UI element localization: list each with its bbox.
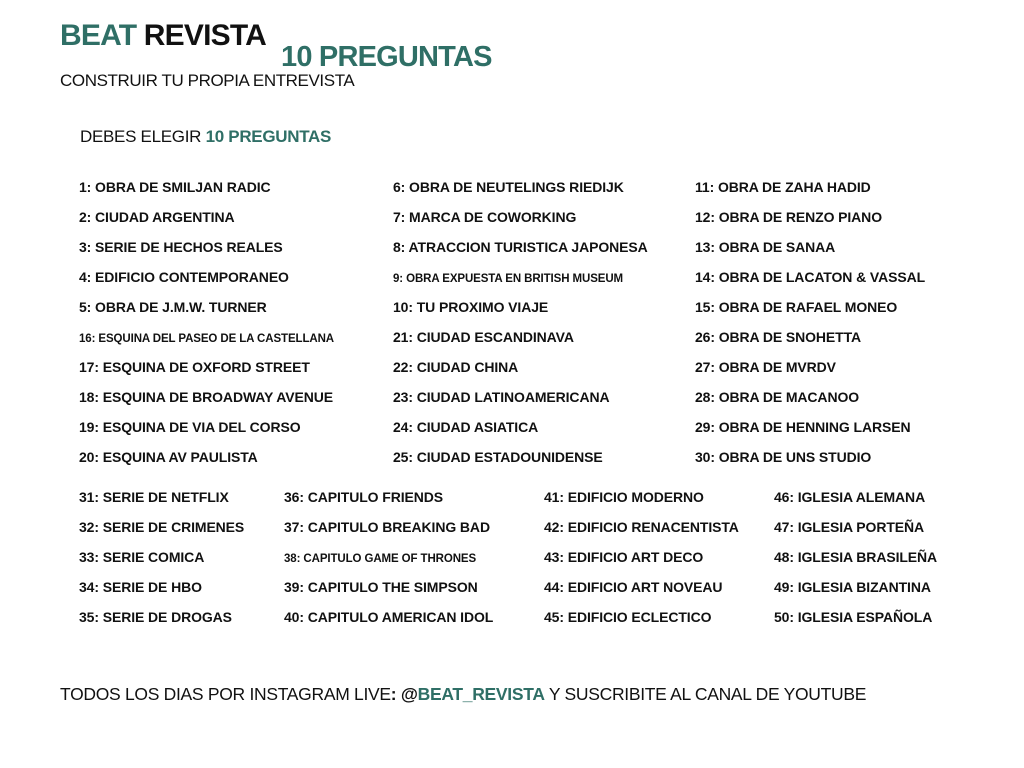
instruction <box>80 127 331 147</box>
brand-title <box>60 18 266 54</box>
question-item: 28: OBRA DE MACANOO <box>695 389 860 405</box>
question-item: 20: ESQUINA AV PAULISTA <box>79 449 258 465</box>
question-item: 43: EDIFICIO ART DECO <box>544 549 704 565</box>
question-item: 29: OBRA DE HENNING LARSEN <box>695 419 911 435</box>
footer-colon: : @ <box>390 684 418 704</box>
question-item: 4: EDIFICIO CONTEMPORANEO <box>79 269 289 285</box>
question-item: 42: EDIFICIO RENACENTISTA <box>544 519 739 535</box>
brand-revista: REVISTA <box>143 19 266 52</box>
question-item: 34: SERIE DE HBO <box>79 579 202 595</box>
question-item: 47: IGLESIA PORTEÑA <box>774 519 925 535</box>
question-item: 6: OBRA DE NEUTELINGS RIEDIJK <box>393 179 624 195</box>
question-item: 21: CIUDAD ESCANDINAVA <box>393 329 574 345</box>
footer <box>60 683 866 705</box>
question-item: 50: IGLESIA ESPAÑOLA <box>774 609 933 625</box>
instagram-handle: BEAT_REVISTA <box>417 684 545 704</box>
footer-prefix: TODOS LOS DIAS POR INSTAGRAM LIVE <box>60 684 391 704</box>
question-item: 5: OBRA DE J.M.W. TURNER <box>79 299 267 315</box>
question-item: 32: SERIE DE CRIMENES <box>79 519 245 535</box>
question-item: 23: CIUDAD LATINOAMERICANA <box>393 389 610 405</box>
question-item: 22: CIUDAD CHINA <box>393 359 519 375</box>
question-item: 9: OBRA EXPUESTA EN BRITISH MUSEUM <box>393 273 624 285</box>
question-item: 18: ESQUINA DE BROADWAY AVENUE <box>79 389 333 405</box>
brand-beat: BEAT <box>60 19 137 52</box>
page-subtitle: 10 PREGUNTAS <box>281 41 492 73</box>
question-item: 11: OBRA DE ZAHA HADID <box>695 179 871 195</box>
question-item: 2: CIUDAD ARGENTINA <box>79 209 235 225</box>
question-item: 40: CAPITULO AMERICAN IDOL <box>284 609 494 625</box>
question-item: 45: EDIFICIO ECLECTICO <box>544 609 712 625</box>
question-item: 30: OBRA DE UNS STUDIO <box>695 449 872 465</box>
question-item: 14: OBRA DE LACATON & VASSAL <box>695 269 926 285</box>
question-item: 49: IGLESIA BIZANTINA <box>774 579 931 595</box>
question-item: 48: IGLESIA BRASILEÑA <box>774 549 938 565</box>
question-item: 25: CIUDAD ESTADOUNIDENSE <box>393 449 603 465</box>
question-item: 19: ESQUINA DE VIA DEL CORSO <box>79 419 301 435</box>
question-item: 13: OBRA DE SANAA <box>695 239 836 255</box>
question-item: 37: CAPITULO BREAKING BAD <box>284 519 490 535</box>
question-item: 24: CIUDAD ASIATICA <box>393 419 539 435</box>
question-item: 35: SERIE DE DROGAS <box>79 609 232 625</box>
question-item: 36: CAPITULO FRIENDS <box>284 489 444 505</box>
question-item: 8: ATRACCION TURISTICA JAPONESA <box>393 239 648 255</box>
question-item: 12: OBRA DE RENZO PIANO <box>695 209 882 225</box>
question-item: 16: ESQUINA DEL PASEO DE LA CASTELLANA <box>79 333 334 345</box>
question-item: 46: IGLESIA ALEMANA <box>774 489 926 505</box>
question-item: 7: MARCA DE COWORKING <box>393 209 577 225</box>
question-item: 44: EDIFICIO ART NOVEAU <box>544 579 723 595</box>
question-item: 26: OBRA DE SNOHETTA <box>695 329 862 345</box>
question-item: 15: OBRA DE RAFAEL MONEO <box>695 299 898 315</box>
instruction-prefix: DEBES ELEGIR <box>80 127 202 146</box>
question-item: 3: SERIE DE HECHOS REALES <box>79 239 283 255</box>
instruction-highlight: 10 PREGUNTAS <box>205 127 332 146</box>
question-item: 38: CAPITULO GAME OF THRONES <box>284 553 477 565</box>
footer-suffix: Y SUSCRIBITE AL CANAL DE YOUTUBE <box>544 684 867 704</box>
question-item: 39: CAPITULO THE SIMPSON <box>284 579 478 595</box>
question-item: 27: OBRA DE MVRDV <box>695 359 836 375</box>
question-item: 41: EDIFICIO MODERNO <box>544 489 704 505</box>
question-item: 33: SERIE COMICA <box>79 549 205 565</box>
tagline: CONSTRUIR TU PROPIA ENTREVISTA <box>60 71 355 90</box>
question-item: 10: TU PROXIMO VIAJE <box>393 299 549 315</box>
question-item: 1: OBRA DE SMILJAN RADIC <box>79 179 271 195</box>
question-item: 17: ESQUINA DE OXFORD STREET <box>79 359 310 375</box>
question-item: 31: SERIE DE NETFLIX <box>79 489 229 505</box>
